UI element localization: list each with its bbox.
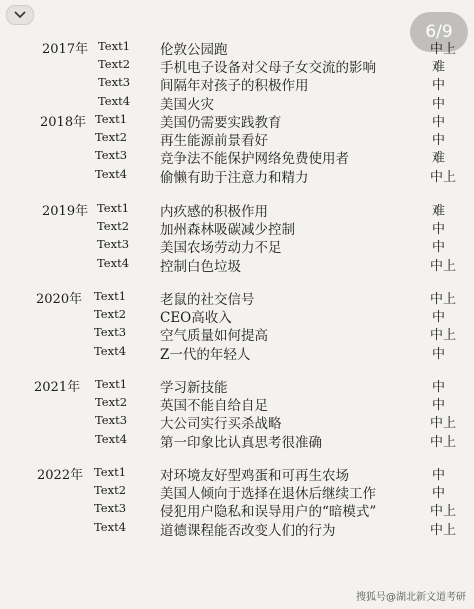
topic-row	[0, 519, 474, 538]
difficulty-level: 中	[432, 468, 446, 483]
topic-row	[0, 412, 474, 431]
topic-row	[0, 38, 474, 57]
text-code: Text2	[94, 483, 127, 498]
difficulty-level: 中	[432, 115, 446, 130]
text-code: Text1	[95, 112, 128, 126]
year-label: 2018年	[40, 115, 87, 130]
topic-row	[0, 500, 474, 519]
topic-title: CEO高收入	[160, 310, 232, 327]
text-code: Text4	[98, 93, 131, 108]
topic-title: 美国人倾向于选择在退休后继续工作	[160, 486, 376, 503]
text-code: Text3	[95, 148, 128, 163]
text-code: Text2	[95, 130, 128, 145]
difficulty-level: 中上	[430, 522, 457, 538]
topic-row	[0, 200, 474, 219]
topic-row	[0, 111, 474, 130]
topic-title: 美国火灾	[160, 96, 214, 113]
topic-title: 学习新技能	[160, 380, 228, 396]
topic-title: 手机电子设备对父母子女交流的影响	[160, 60, 376, 77]
topic-row	[0, 288, 474, 307]
text-code: Text1	[94, 465, 127, 479]
difficulty-level: 中上	[430, 416, 457, 432]
topic-row	[0, 376, 474, 395]
topic-row	[0, 129, 474, 148]
text-code: Text3	[95, 413, 128, 428]
text-code: Text1	[95, 377, 128, 391]
topic-title: 美国农场劳动力不足	[160, 240, 282, 257]
topic-title: 道德课程能否改变人们的行为	[160, 522, 336, 539]
text-code: Text4	[95, 166, 128, 181]
year-label: 2019年	[42, 204, 89, 219]
topic-row	[0, 306, 474, 325]
text-code: Text3	[94, 325, 127, 340]
text-code: Text1	[98, 39, 131, 53]
text-code: Text4	[94, 343, 127, 358]
text-code: Text3	[98, 75, 131, 90]
topic-title: Z一代的年轻人	[160, 346, 251, 363]
topic-row	[0, 464, 474, 483]
text-code: Text2	[98, 57, 131, 72]
topic-title: 再生能源前景看好	[160, 133, 268, 150]
difficulty-level: 中上	[430, 169, 457, 185]
difficulty-level: 中	[432, 310, 446, 326]
topic-row	[0, 236, 474, 255]
topic-title: 美国仍需要实践教育	[160, 115, 282, 131]
difficulty-level: 中	[432, 222, 446, 238]
difficulty-level: 中上	[430, 292, 457, 307]
topic-title: 控制白色垃圾	[160, 258, 241, 275]
difficulty-level: 中	[432, 380, 446, 395]
text-code: Text4	[95, 431, 128, 446]
topic-row	[0, 343, 474, 362]
difficulty-level: 中上	[430, 504, 457, 520]
topic-title: 偷懒有助于注意力和精力	[160, 169, 309, 186]
collapse-button[interactable]	[6, 5, 34, 25]
text-code: Text1	[97, 201, 130, 215]
text-code: Text3	[97, 237, 130, 252]
topic-row	[0, 255, 474, 274]
topic-title: 内疚感的积极作用	[160, 204, 268, 220]
topic-title: 空气质量如何提高	[160, 328, 268, 345]
topic-row	[0, 324, 474, 343]
topic-title: 加州森林吸碳减少控制	[160, 222, 295, 239]
topic-row	[0, 431, 474, 450]
text-code: Text3	[94, 501, 127, 516]
topic-title: 间隔年对孩子的积极作用	[160, 78, 309, 95]
topic-row	[0, 166, 474, 185]
text-code: Text2	[94, 307, 127, 322]
difficulty-level: 中上	[430, 42, 457, 57]
difficulty-level: 中	[432, 133, 446, 149]
difficulty-level: 难	[432, 204, 446, 219]
year-label: 2017年	[42, 42, 89, 57]
topic-title: 英国不能自给自足	[160, 398, 268, 415]
topic-title: 伦敦公园跑	[160, 42, 228, 58]
difficulty-level: 中上	[430, 434, 457, 450]
topic-row	[0, 56, 474, 75]
year-label: 2021年	[34, 380, 81, 395]
topic-title: 竞争法不能保护网络免费使用者	[160, 151, 349, 168]
year-label: 2020年	[36, 292, 83, 307]
difficulty-level: 中	[432, 346, 446, 362]
topic-title: 老鼠的社交信号	[160, 292, 255, 308]
watermark: 搜狐号@湖北新文道考研	[356, 592, 466, 603]
difficulty-level: 中	[432, 78, 446, 94]
topic-row	[0, 218, 474, 237]
difficulty-level: 中上	[430, 328, 457, 344]
topic-title: 侵犯用户隐私和误导用户的“暗模式”	[160, 504, 377, 521]
text-code: Text2	[95, 395, 128, 410]
topic-row	[0, 74, 474, 93]
topic-row	[0, 147, 474, 166]
difficulty-level: 中	[432, 240, 446, 256]
difficulty-level: 难	[432, 151, 446, 167]
text-code: Text1	[94, 289, 127, 303]
difficulty-level: 中	[432, 398, 446, 414]
difficulty-level: 中上	[430, 258, 457, 274]
topic-row	[0, 482, 474, 501]
text-code: Text4	[94, 519, 127, 534]
year-label: 2022年	[37, 468, 84, 483]
chevron-down-icon	[14, 11, 26, 19]
text-code: Text2	[97, 219, 130, 234]
page-counter: 6/9	[410, 12, 468, 52]
topic-row	[0, 93, 474, 112]
text-code: Text4	[97, 255, 130, 270]
difficulty-level: 中	[432, 96, 446, 112]
topic-title: 大公司实行买杀战略	[160, 416, 282, 433]
difficulty-level: 难	[432, 60, 446, 76]
topic-row	[0, 394, 474, 413]
topic-title: 对环境友好型鸡蛋和可再生农场	[160, 468, 349, 484]
difficulty-level: 中	[432, 486, 446, 502]
topic-title: 第一印象比认真思考很准确	[160, 434, 322, 451]
